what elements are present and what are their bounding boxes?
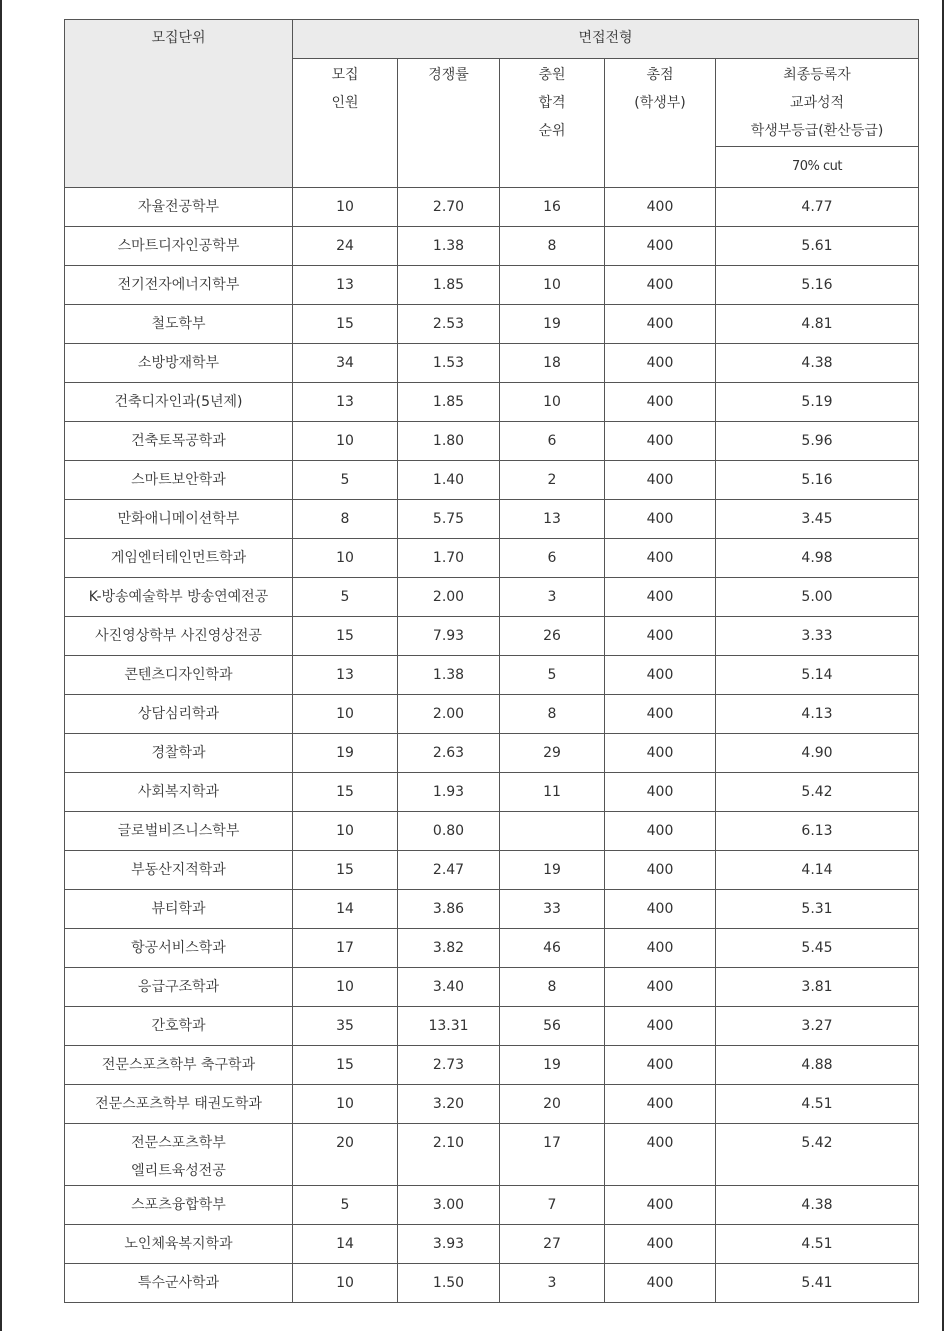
rank-cell: 17 [500,1124,605,1186]
rank-cell: 3 [500,1264,605,1303]
total-cell: 400 [605,305,716,344]
unit-name-cell: 전기전자에너지학부 [65,266,293,305]
table-row [65,1225,919,1264]
table-row [65,422,919,461]
competition-cell: 1.38 [398,227,500,266]
unit-name-cell: 소방방재학부 [65,344,293,383]
table-row [65,1007,919,1046]
table-row [65,851,919,890]
competition-cell: 1.70 [398,539,500,578]
recruit-cell: 10 [293,1085,398,1124]
table-row [65,500,919,539]
window-border-left [0,0,2,1331]
unit-name-cell: 응급구조학과 [65,968,293,1007]
recruit-cell: 20 [293,1124,398,1186]
competition-cell: 0.80 [398,812,500,851]
total-cell: 400 [605,1007,716,1046]
competition-cell: 1.38 [398,656,500,695]
table-row [65,968,919,1007]
recruit-cell: 24 [293,227,398,266]
unit-name-cell: 특수군사학과 [65,1264,293,1303]
competition-cell: 3.00 [398,1186,500,1225]
recruit-cell: 10 [293,188,398,227]
competition-cell: 2.00 [398,578,500,617]
table-row [65,1186,919,1225]
unit-name-cell: 글로벌비즈니스학부 [65,812,293,851]
grade-cell: 5.45 [716,929,919,968]
rank-cell: 46 [500,929,605,968]
table-row [65,617,919,656]
table-row [65,656,919,695]
total-cell: 400 [605,461,716,500]
total-cell: 400 [605,734,716,773]
unit-name-cell: 뷰티학과 [65,890,293,929]
unit-name-cell: 간호학과 [65,1007,293,1046]
recruit-cell: 10 [293,968,398,1007]
grade-cell: 5.41 [716,1264,919,1303]
total-cell: 400 [605,1186,716,1225]
header-unit-label: 모집단위 [151,30,206,46]
total-cell: 400 [605,890,716,929]
grade-cell: 3.27 [716,1007,919,1046]
recruit-cell: 15 [293,305,398,344]
table-row [65,929,919,968]
recruit-cell: 10 [293,1264,398,1303]
recruit-cell: 10 [293,422,398,461]
total-cell: 400 [605,1264,716,1303]
rank-cell: 26 [500,617,605,656]
competition-cell: 1.50 [398,1264,500,1303]
total-cell: 400 [605,812,716,851]
grade-cell: 4.81 [716,305,919,344]
competition-cell: 1.40 [398,461,500,500]
rank-cell: 7 [500,1186,605,1225]
total-cell: 400 [605,227,716,266]
unit-name-cell: 전문스포츠학부 엘리트육성전공 [65,1124,293,1186]
total-cell: 400 [605,656,716,695]
recruit-cell: 13 [293,266,398,305]
competition-cell: 5.75 [398,500,500,539]
table-row [65,1264,919,1303]
unit-name-cell: K-방송예술학부 방송연예전공 [65,578,293,617]
admission-results-table [64,19,919,1303]
table-body [65,188,919,1303]
header-cut: 70% cut [716,147,919,188]
table-row [65,578,919,617]
table-row [65,1085,919,1124]
unit-name-cell: 게임엔터테인먼트학과 [65,539,293,578]
header-unit [65,20,293,188]
rank-cell: 18 [500,344,605,383]
unit-name-cell: 전문스포츠학부 축구학과 [65,1046,293,1085]
unit-name-cell: 스마트보안학과 [65,461,293,500]
recruit-cell: 8 [293,500,398,539]
total-cell: 400 [605,500,716,539]
rank-cell: 13 [500,500,605,539]
table-row [65,266,919,305]
rank-cell: 6 [500,539,605,578]
unit-name-cell: 사진영상학부 사진영상전공 [65,617,293,656]
table-row [65,461,919,500]
rank-cell: 27 [500,1225,605,1264]
grade-cell: 5.31 [716,890,919,929]
rank-cell: 8 [500,695,605,734]
grade-cell: 3.45 [716,500,919,539]
rank-cell: 10 [500,383,605,422]
competition-cell: 3.86 [398,890,500,929]
total-cell: 400 [605,578,716,617]
rank-cell: 16 [500,188,605,227]
total-cell: 400 [605,1225,716,1264]
table-row [65,188,919,227]
competition-cell: 2.47 [398,851,500,890]
recruit-cell: 10 [293,695,398,734]
unit-name-cell: 스포츠융합학부 [65,1186,293,1225]
grade-cell: 4.38 [716,344,919,383]
table-row [65,890,919,929]
grade-cell: 5.14 [716,656,919,695]
competition-cell: 1.93 [398,773,500,812]
grade-cell: 5.00 [716,578,919,617]
recruit-cell: 10 [293,539,398,578]
competition-cell: 1.80 [398,422,500,461]
rank-cell: 19 [500,1046,605,1085]
unit-name-cell: 건축토목공학과 [65,422,293,461]
rank-cell: 2 [500,461,605,500]
table-row [65,305,919,344]
rank-cell: 11 [500,773,605,812]
recruit-cell: 10 [293,812,398,851]
rank-cell: 6 [500,422,605,461]
unit-name-cell: 경찰학과 [65,734,293,773]
rank-cell: 19 [500,851,605,890]
table-row [65,812,919,851]
unit-name-cell: 부동산지적학과 [65,851,293,890]
header-group-label: 면접전형 [578,30,633,46]
unit-name-cell: 노인체육복지학과 [65,1225,293,1264]
table-row [65,734,919,773]
header-total: 총점 (학생부) [605,59,716,188]
total-cell: 400 [605,968,716,1007]
unit-name-cell: 만화애니메이션학부 [65,500,293,539]
grade-cell: 5.42 [716,1124,919,1186]
table-row [65,539,919,578]
recruit-cell: 5 [293,1186,398,1225]
competition-cell: 3.20 [398,1085,500,1124]
rank-cell: 20 [500,1085,605,1124]
grade-cell: 4.90 [716,734,919,773]
rank-cell: 3 [500,578,605,617]
competition-cell: 2.00 [398,695,500,734]
recruit-cell: 34 [293,344,398,383]
competition-cell: 3.93 [398,1225,500,1264]
unit-name-cell: 상담심리학과 [65,695,293,734]
recruit-cell: 17 [293,929,398,968]
unit-name-cell: 콘텐츠디자인학과 [65,656,293,695]
rank-cell: 29 [500,734,605,773]
header-grade: 최종등록자 교과성적 학생부등급(환산등급) [716,59,919,147]
grade-cell: 4.51 [716,1225,919,1264]
header-recruit: 모집 인원 [293,59,398,188]
grade-cell: 5.16 [716,266,919,305]
unit-name-cell: 항공서비스학과 [65,929,293,968]
rank-cell: 19 [500,305,605,344]
grade-cell: 5.19 [716,383,919,422]
total-cell: 400 [605,188,716,227]
unit-name-cell: 자율전공학부 [65,188,293,227]
total-cell: 400 [605,422,716,461]
grade-cell: 5.42 [716,773,919,812]
table-row [65,227,919,266]
recruit-cell: 15 [293,617,398,656]
total-cell: 400 [605,1085,716,1124]
competition-cell: 2.70 [398,188,500,227]
header-competition: 경쟁률 [398,59,500,188]
grade-cell: 4.38 [716,1186,919,1225]
grade-cell: 4.13 [716,695,919,734]
competition-cell: 3.40 [398,968,500,1007]
grade-cell: 4.98 [716,539,919,578]
rank-cell [500,812,605,851]
header-group [293,20,919,59]
grade-cell: 5.16 [716,461,919,500]
total-cell: 400 [605,539,716,578]
grade-cell: 3.81 [716,968,919,1007]
total-cell: 400 [605,929,716,968]
recruit-cell: 13 [293,656,398,695]
competition-cell: 3.82 [398,929,500,968]
competition-cell: 7.93 [398,617,500,656]
grade-cell: 4.51 [716,1085,919,1124]
unit-name-cell: 철도학부 [65,305,293,344]
unit-name-cell: 스마트디자인공학부 [65,227,293,266]
competition-cell: 1.85 [398,383,500,422]
total-cell: 400 [605,1124,716,1186]
recruit-cell: 14 [293,890,398,929]
recruit-cell: 14 [293,1225,398,1264]
recruit-cell: 15 [293,773,398,812]
grade-cell: 4.14 [716,851,919,890]
table-row [65,695,919,734]
table-row [65,773,919,812]
table-row [65,1124,919,1186]
total-cell: 400 [605,695,716,734]
grade-cell: 4.88 [716,1046,919,1085]
rank-cell: 5 [500,656,605,695]
competition-cell: 2.53 [398,305,500,344]
competition-cell: 2.10 [398,1124,500,1186]
unit-name-cell: 건축디자인과(5년제) [65,383,293,422]
recruit-cell: 15 [293,851,398,890]
competition-cell: 1.85 [398,266,500,305]
unit-name-cell: 사회복지학과 [65,773,293,812]
table-row [65,1046,919,1085]
total-cell: 400 [605,344,716,383]
table-row [65,344,919,383]
total-cell: 400 [605,266,716,305]
rank-cell: 33 [500,890,605,929]
recruit-cell: 13 [293,383,398,422]
grade-cell: 6.13 [716,812,919,851]
competition-cell: 2.63 [398,734,500,773]
competition-cell: 13.31 [398,1007,500,1046]
recruit-cell: 15 [293,1046,398,1085]
recruit-cell: 5 [293,578,398,617]
competition-cell: 2.73 [398,1046,500,1085]
header-waitlist-rank: 충원 합격 순위 [500,59,605,188]
total-cell: 400 [605,617,716,656]
recruit-cell: 35 [293,1007,398,1046]
grade-cell: 5.96 [716,422,919,461]
grade-cell: 3.33 [716,617,919,656]
rank-cell: 8 [500,227,605,266]
total-cell: 400 [605,1046,716,1085]
table-row [65,383,919,422]
rank-cell: 56 [500,1007,605,1046]
unit-name-cell: 전문스포츠학부 태권도학과 [65,1085,293,1124]
recruit-cell: 5 [293,461,398,500]
recruit-cell: 19 [293,734,398,773]
rank-cell: 8 [500,968,605,1007]
total-cell: 400 [605,773,716,812]
rank-cell: 10 [500,266,605,305]
grade-cell: 4.77 [716,188,919,227]
total-cell: 400 [605,851,716,890]
total-cell: 400 [605,383,716,422]
grade-cell: 5.61 [716,227,919,266]
competition-cell: 1.53 [398,344,500,383]
